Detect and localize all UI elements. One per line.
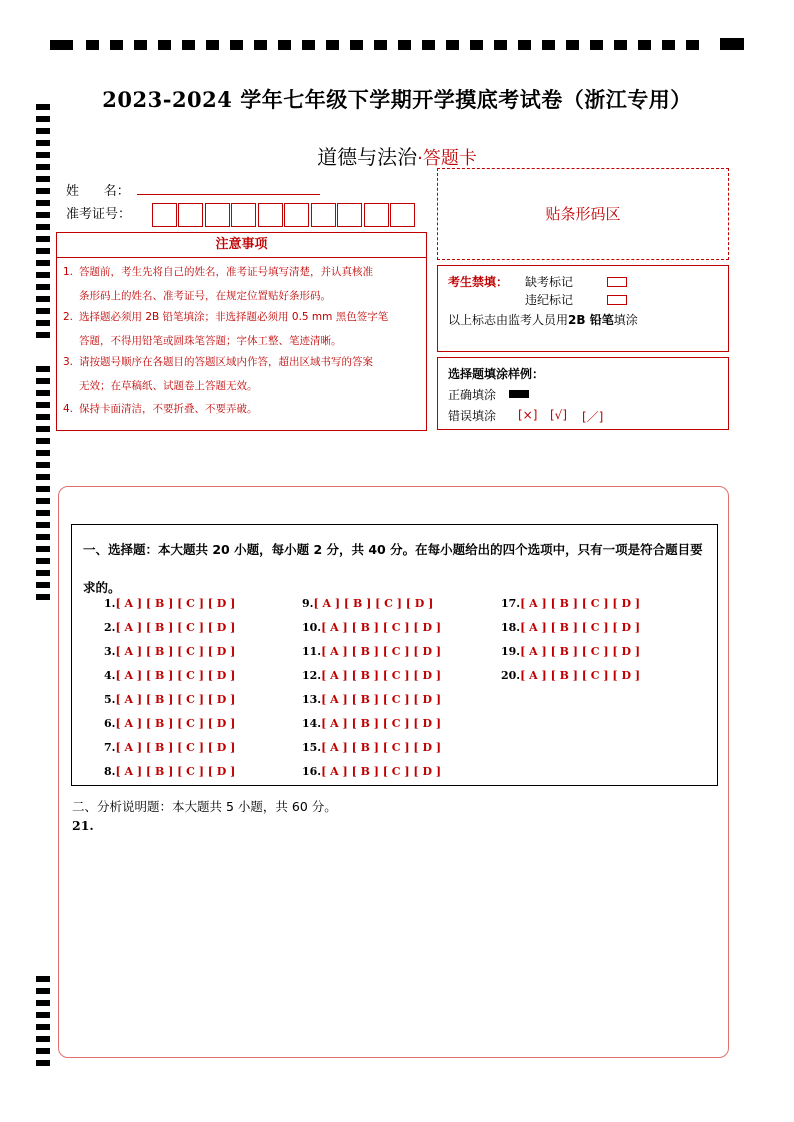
exam-id-box[interactable]: [364, 203, 389, 227]
name-label: 姓 名：: [66, 184, 130, 199]
exam-id-box[interactable]: [311, 203, 336, 227]
answer-card-label: 答题卡: [422, 148, 477, 169]
section2-instructions: 二、分析说明题：本大题共 5 小题，共 60 分。: [72, 799, 337, 814]
notice-item: 1. 答题前，考生先将自己的姓名，准考证号填写清楚，并认真核准 条形码上的姓名、准考证号，在规定位置贴好条形码。: [63, 266, 373, 302]
question-row[interactable]: 13.[ A ] [ B ] [ C ] [ D ]: [302, 693, 442, 706]
proctor-only-box: [437, 265, 729, 352]
exam-id-box[interactable]: [390, 203, 415, 227]
exam-id-label: 准考证号：: [66, 207, 132, 222]
exam-id-box[interactable]: [284, 203, 309, 227]
subtitle-dot: ·: [417, 148, 423, 169]
question-row[interactable]: 12.[ A ] [ B ] [ C ] [ D ]: [302, 669, 442, 682]
section1-instructions: 一、选择题：本大题共 20 小题，每小题 2 分，共 40 分。在每小题给出的四个选项中，只有一项是符合题目要求的。: [83, 542, 703, 595]
notice-item: 3. 请按题号顺序在各题目的答题区域内作答，超出区域书写的答案 无效；在草稿纸、试题卷上答题无效。: [63, 356, 373, 392]
question-row[interactable]: 2.[ A ] [ B ] [ C ] [ D ]: [104, 621, 236, 634]
question-row[interactable]: 15.[ A ] [ B ] [ C ] [ D ]: [302, 741, 442, 754]
question-row[interactable]: 17.[ A ] [ B ] [ C ] [ D ]: [501, 597, 641, 610]
question-row[interactable]: 16.[ A ] [ B ] [ C ] [ D ]: [302, 765, 442, 778]
notice-heading: 注意事项: [57, 233, 426, 258]
question-row[interactable]: 18.[ A ] [ B ] [ C ] [ D ]: [501, 621, 641, 634]
question-21-answer-area[interactable]: [72, 840, 717, 1048]
barcode-area: 贴条形码区: [437, 168, 729, 260]
question-row[interactable]: 4.[ A ] [ B ] [ C ] [ D ]: [104, 669, 236, 682]
question-21-label: 21.: [72, 818, 94, 833]
exam-title: 2023-2024 学年七年级下学期开学摸底考试卷（浙江专用）: [102, 87, 692, 112]
subject-title: [0, 141, 794, 170]
violation-mark-label: 违纪标记: [525, 293, 574, 307]
exam-id-box[interactable]: [337, 203, 362, 227]
proctor-note: 以上标志由监考人员用2B 铅笔填涂: [448, 313, 638, 327]
question-row[interactable]: 8.[ A ] [ B ] [ C ] [ D ]: [104, 765, 236, 778]
wrong-mark-slash: [／]: [582, 410, 604, 424]
multiple-choice-section: [71, 524, 718, 786]
exam-id-box[interactable]: [152, 203, 177, 227]
question-row[interactable]: 9.[ A ] [ B ] [ C ] [ D ]: [302, 597, 434, 610]
question-row[interactable]: 7.[ A ] [ B ] [ C ] [ D ]: [104, 741, 236, 754]
name-field[interactable]: [137, 193, 320, 195]
question-row[interactable]: 3.[ A ] [ B ] [ C ] [ D ]: [104, 645, 236, 658]
wrong-mark-check: [√]: [550, 408, 568, 422]
question-row[interactable]: 1.[ A ] [ B ] [ C ] [ D ]: [104, 597, 236, 610]
notice-box: [56, 232, 427, 431]
subject-name: 道德与法治: [317, 145, 418, 169]
wrong-mark-cross: [×]: [518, 408, 538, 422]
question-row[interactable]: 6.[ A ] [ B ] [ C ] [ D ]: [104, 717, 236, 730]
exam-id-box[interactable]: [205, 203, 230, 227]
wrong-fill-label: 错误填涂: [448, 409, 497, 423]
exam-id-box[interactable]: [258, 203, 283, 227]
correct-fill-label: 正确填涂: [448, 388, 497, 402]
question-row[interactable]: 10.[ A ] [ B ] [ C ] [ D ]: [302, 621, 442, 634]
absent-mark-label: 缺考标记: [525, 275, 574, 289]
question-row[interactable]: 14.[ A ] [ B ] [ C ] [ D ]: [302, 717, 442, 730]
notice-item: 4. 保持卡面清洁，不要折叠、不要弄破。: [63, 403, 258, 415]
fill-sample-box: [437, 357, 729, 430]
question-row[interactable]: 5.[ A ] [ B ] [ C ] [ D ]: [104, 693, 236, 706]
correct-fill-sample: [509, 390, 529, 398]
proctor-only-label: 考生禁填：: [448, 275, 509, 289]
exam-id-box[interactable]: [178, 203, 203, 227]
violation-mark-box[interactable]: [607, 295, 627, 305]
absent-mark-box[interactable]: [607, 277, 627, 287]
fill-sample-title: 选择题填涂样例：: [448, 367, 545, 381]
question-row[interactable]: 20.[ A ] [ B ] [ C ] [ D ]: [501, 669, 641, 682]
question-row[interactable]: 19.[ A ] [ B ] [ C ] [ D ]: [501, 645, 641, 658]
notice-item: 2. 选择题必须用 2B 铅笔填涂；非选择题必须用 0.5 mm 黑色签字笔 答题，不得用铅笔或圆珠笔答题；字体工整、笔迹清晰。: [63, 311, 389, 347]
question-row[interactable]: 11.[ A ] [ B ] [ C ] [ D ]: [302, 645, 442, 658]
exam-id-box[interactable]: [231, 203, 256, 227]
